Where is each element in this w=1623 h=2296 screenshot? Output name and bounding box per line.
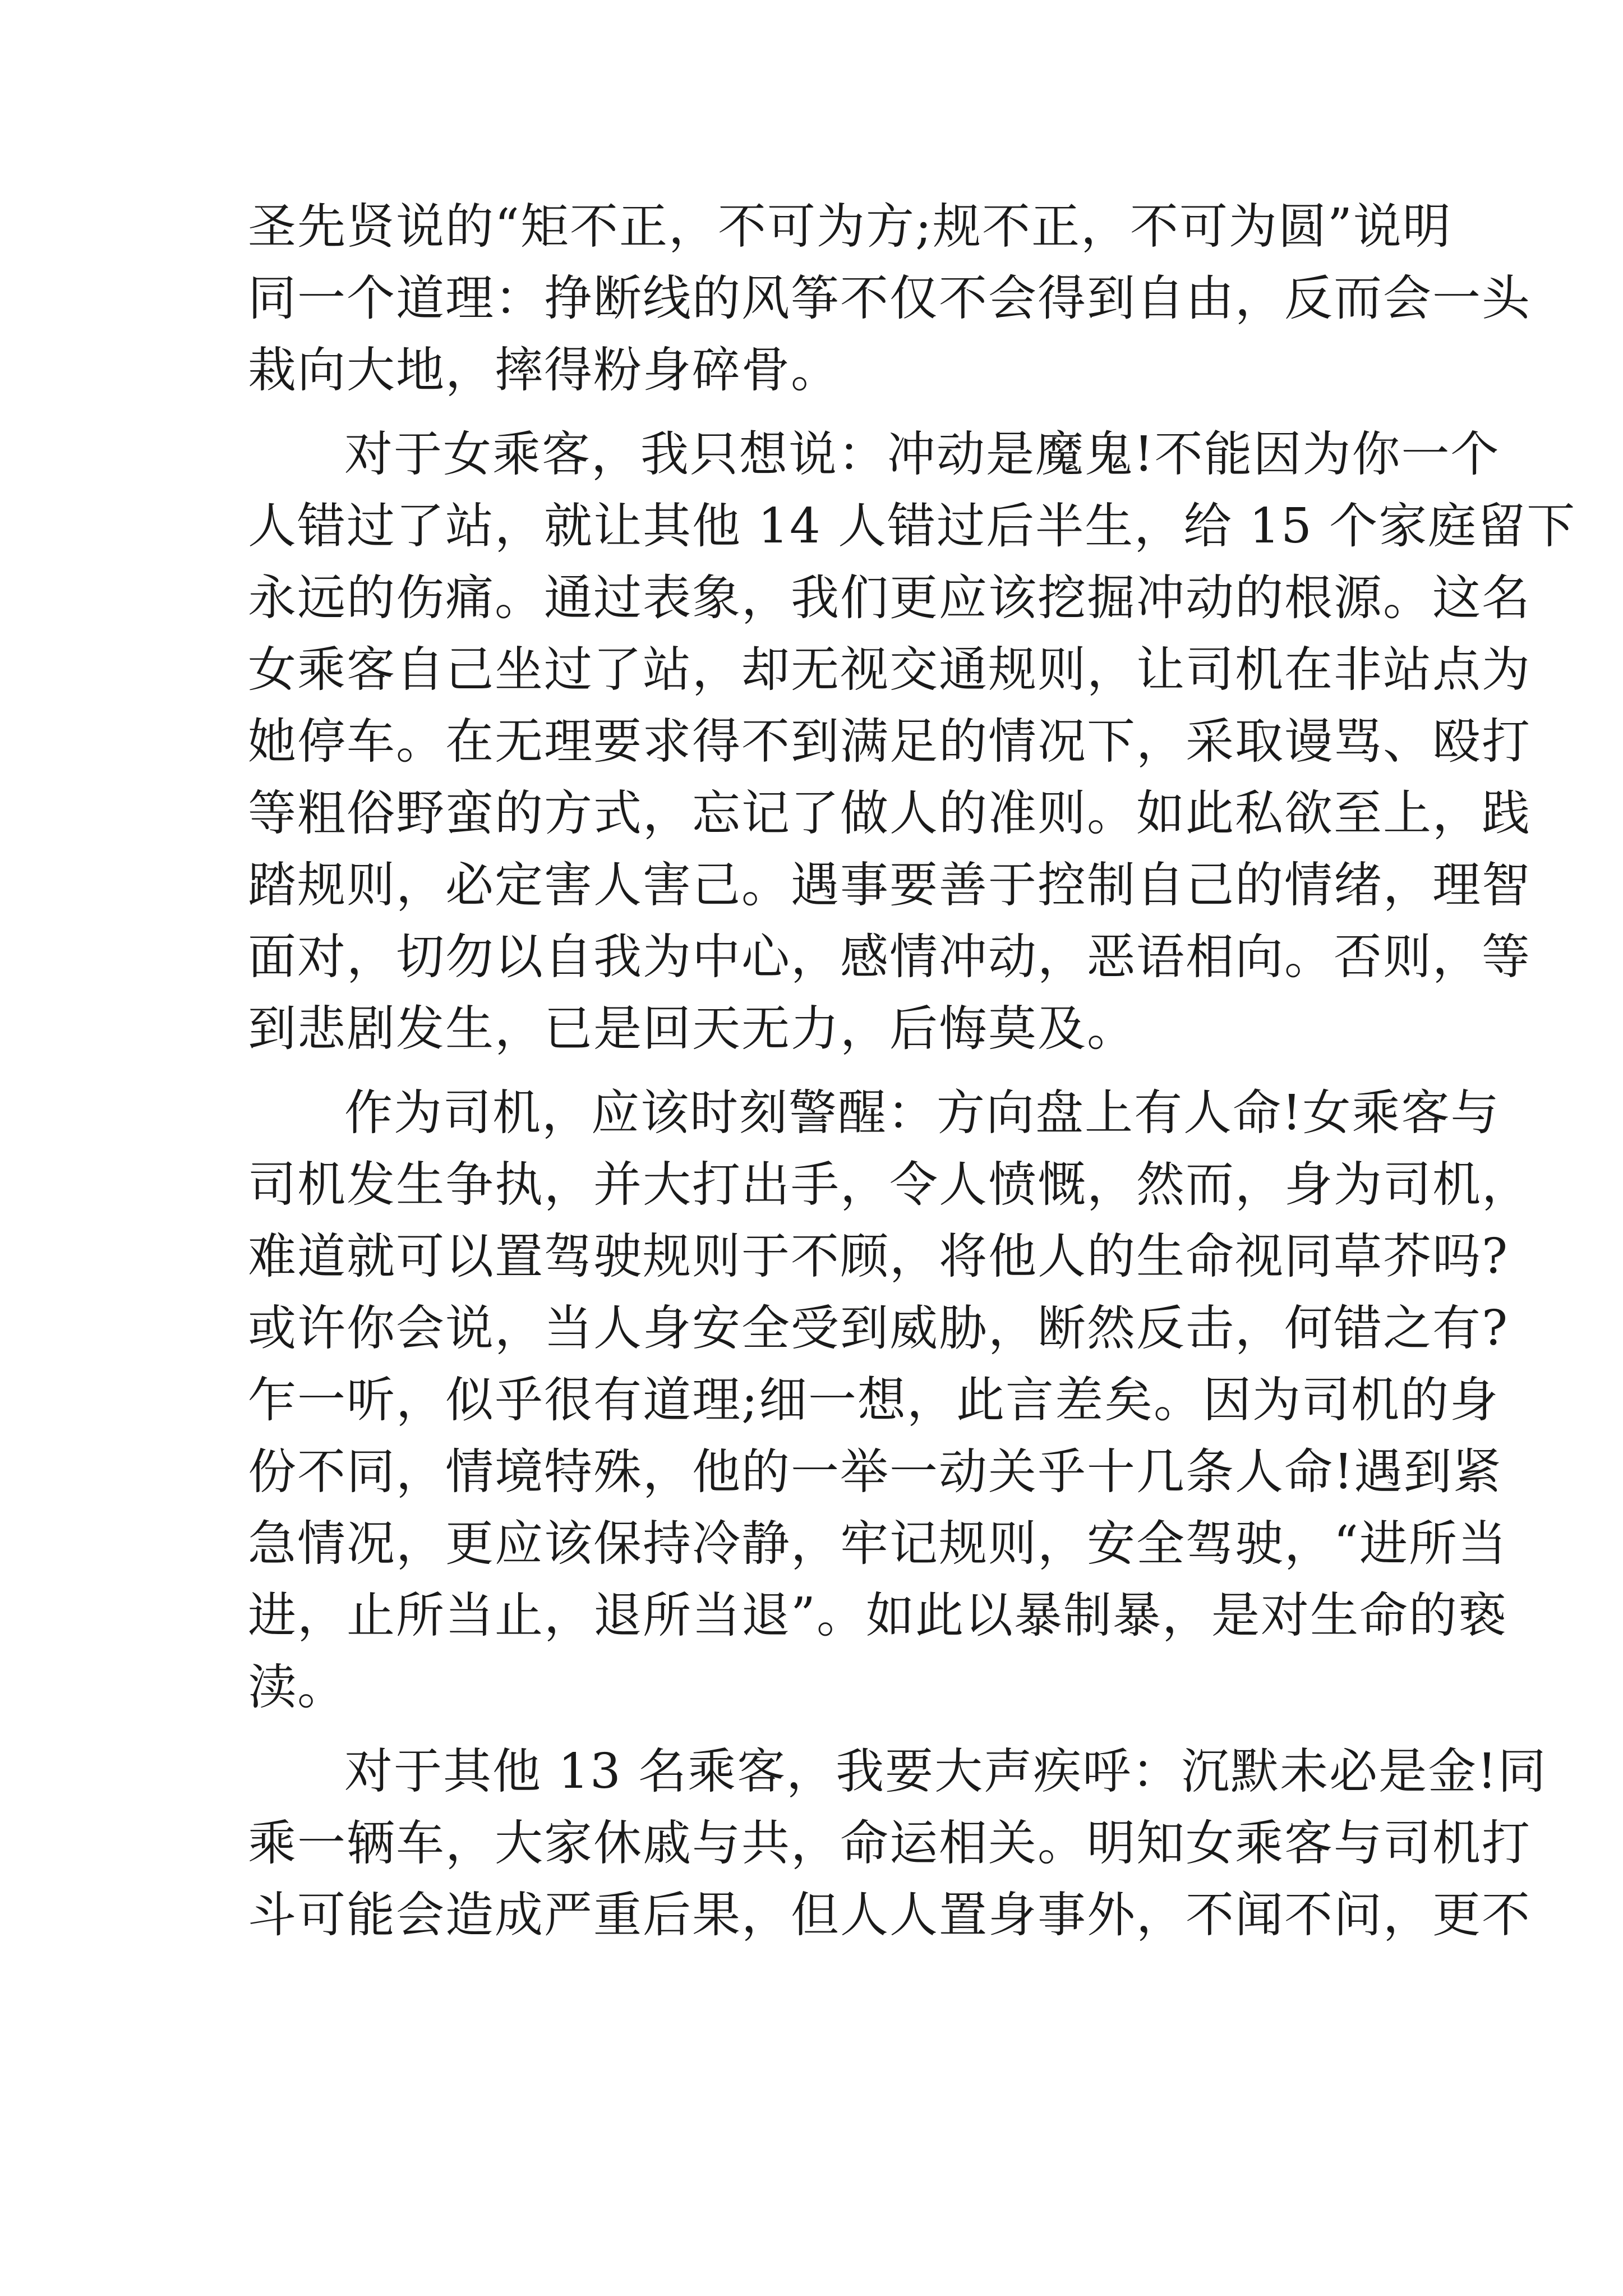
text-line: 司机发生争执，并大打出手，令人愤慨，然而，身为司机， — [248, 1157, 1531, 1213]
text-line: 急情况，更应该保持冷静，牢记规则，安全驾驶，“进所当 — [248, 1516, 1507, 1572]
text-line: 对于女乘客，我只想说：冲动是魔鬼!不能因为你一个 — [344, 426, 1500, 482]
text-line: 永远的伤痛。通过表象，我们更应该挖掘冲动的根源。这名 — [248, 570, 1531, 626]
paragraph-gap — [248, 1723, 1398, 1736]
text-line: 渎。 — [248, 1659, 347, 1715]
paragraph-gap — [248, 1065, 1398, 1077]
text-line: 栽向大地，摔得粉身碎骨。 — [248, 342, 840, 398]
text-line: 她停车。在无理要求得不到满足的情况下，采取谩骂、殴打 — [248, 714, 1531, 770]
text-line: 人错过了站，就让其他 14 人错过后半生，给 15 个家庭留下 — [248, 498, 1576, 554]
text-line: 作为司机，应该时刻警醒：方向盘上有人命!女乘客与 — [344, 1085, 1500, 1141]
body-text — [248, 191, 1576, 1951]
text-line: 进，止所当止，退所当退”。如此以暴制暴，是对生命的亵 — [248, 1588, 1507, 1644]
text-line: 份不同，情境特殊，他的一举一动关乎十几条人命!遇到紧 — [248, 1444, 1502, 1500]
text-line: 斗可能会造成严重后果，但人人置身事外，不闻不问，更不 — [248, 1887, 1531, 1943]
text-line: 或许你会说，当人身安全受到威胁，断然反击，何错之有? — [248, 1300, 1509, 1356]
text-line: 等粗俗野蛮的方式，忘记了做人的准则。如此私欲至上，践 — [248, 785, 1531, 841]
text-line: 圣先贤说的“矩不正，不可为方;规不正，不可为圆”说明 — [248, 199, 1452, 255]
text-line: 女乘客自己坐过了站，却无视交通规则，让司机在非站点为 — [248, 642, 1531, 698]
text-line: 踏规则，必定害人害己。遇事要善于控制自己的情绪，理智 — [248, 857, 1531, 913]
text-line: 同一个道理：挣断线的风筝不仅不会得到自由，反而会一头 — [248, 270, 1531, 326]
text-line: 难道就可以置驾驶规则于不顾，将他人的生命视同草芥吗? — [248, 1228, 1509, 1285]
text-line: 乍一听，似乎很有道理;细一想，此言差矣。因为司机的身 — [248, 1372, 1499, 1428]
text-line: 面对，切勿以自我为中心，感情冲动，恶语相向。否则，等 — [248, 929, 1531, 985]
paragraph-gap — [248, 406, 1398, 418]
text-line: 乘一辆车，大家休戚与共，命运相关。明知女乘客与司机打 — [248, 1815, 1531, 1871]
text-line: 对于其他 13 名乘客，我要大声疾呼：沉默未必是金!同 — [344, 1743, 1547, 1800]
text-line: 到悲剧发生，已是回天无力，后悔莫及。 — [248, 1001, 1136, 1057]
